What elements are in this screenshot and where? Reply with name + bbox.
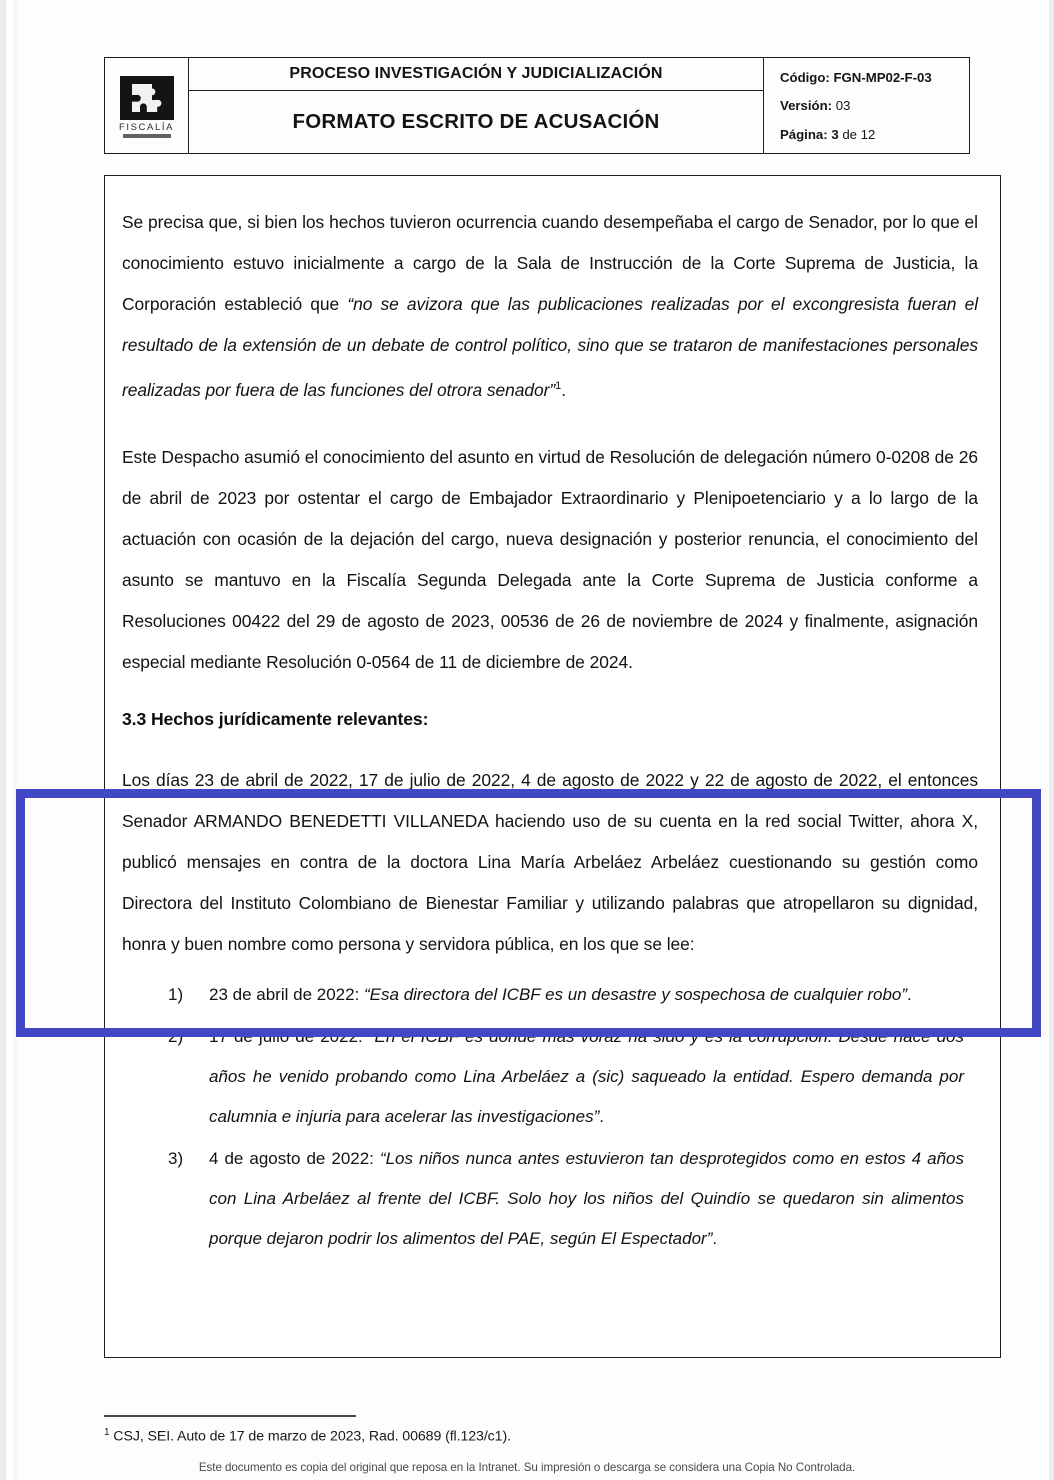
list-item-suffix: . bbox=[712, 1228, 718, 1248]
list-item-number: 3) bbox=[168, 1148, 184, 1168]
meta-version bbox=[780, 95, 969, 116]
footnote-separator-rule bbox=[104, 1415, 356, 1417]
page-footer-notice: Este documento es copia del original que reposa en la Intranet. Su impresión o descarga se considera una Copia No Controlada. bbox=[198, 1461, 856, 1474]
footnote-body: CSJ, SEI. Auto de 17 de marzo de 2023, Rad. 00689 (fl.123/c1). bbox=[109, 1428, 511, 1445]
list-item-date: 17 de julio de 2022: bbox=[209, 1026, 369, 1046]
list-item bbox=[168, 1139, 964, 1259]
meta-codigo bbox=[780, 67, 969, 88]
header-form-title-row bbox=[189, 91, 763, 153]
meta-pagina-total: de 12 bbox=[838, 126, 876, 142]
meta-pagina-current: 3 bbox=[831, 126, 839, 142]
process-title: PROCESO INVESTIGACIÓN Y JUDICIALIZACIÓN bbox=[289, 65, 663, 82]
meta-version-value: 03 bbox=[835, 98, 851, 114]
list-item bbox=[168, 1017, 964, 1137]
paragraph-despacho: Este Despacho asumió el conocimiento del asunto en virtud de Resolución de delegación número 0-0208 de 26 de abril de 2023 por ostentar el cargo de Embajador Extraordinario y Plenipoetenciario y a lo largo de la actuación con ocasión de la dejación del cargo, nueva designación y posterior renuncia, el conocimiento del asunto se mantuvo en la Fiscalía Segunda Delegada ante la Corte Suprema de Justicia conforme a Resoluciones 00422 del 29 de agosto de 2023, 00536 de 26 de noviembre de 2024 y finalmente, asignación especial mediante Resolución 0-0564 de 11 de diciembre de 2024. bbox=[122, 446, 978, 672]
list-item-quote: “Los niños nunca antes estuvieron tan desprotegidos como en estos 4 años con Lina Arbeláez al frente del ICBF. Solo hoy los niños del Quindío se quedaron sin alimentos porque dejaron podrir los alimentos del PAE, según El Espectador” bbox=[209, 1148, 964, 1248]
footnote-reference-1: 1 bbox=[555, 380, 562, 392]
header-logo-cell bbox=[105, 58, 189, 153]
meta-pagina bbox=[780, 124, 969, 145]
list-item-number: 1) bbox=[168, 984, 184, 1004]
list-item-quote: “Esa directora del ICBF es un desastre y sospechosa de cualquier robo” bbox=[364, 984, 908, 1004]
document-content-inner bbox=[105, 176, 1000, 1259]
paragraph-1-end: . bbox=[561, 379, 567, 400]
document-header-table bbox=[104, 57, 970, 154]
meta-version-label: Versión: bbox=[780, 98, 833, 114]
list-item-suffix: . bbox=[907, 984, 912, 1004]
header-title-cell bbox=[189, 58, 764, 153]
fiscalia-puzzle-logo-icon bbox=[120, 76, 174, 120]
list-item-quote: “En el ICBF es dónde más voraz ha sido y es la corrupción. Desde hace dos años he venido probando como Lina Arbeláez a (sic) saqueado la entidad. Espero demanda por calumnia e injuria para acelerar las investigaciones” bbox=[209, 1026, 965, 1126]
list-item-date: 4 de agosto de 2022: bbox=[209, 1148, 380, 1168]
section-heading-3-3: 3.3 Hechos jurídicamente relevantes: bbox=[122, 708, 429, 729]
fiscalia-logo bbox=[116, 76, 178, 138]
paragraph-precision bbox=[122, 202, 978, 411]
footnote-marker: 1 bbox=[104, 1427, 110, 1438]
header-meta-cell bbox=[764, 58, 969, 153]
meta-codigo-value: FGN-MP02-F-03 bbox=[833, 70, 932, 85]
paragraph-hechos-relevantes: Los días 23 de abril de 2022, 17 de julio de 2022, 4 de agosto de 2022 y 22 de agosto de 2022, el entonces Senador ARMANDO BENEDETTI VILLANEDA haciendo uso de su cuenta en la red social Twitter, ahora X, publicó mensajes en contra de la doctora Lina María Arbeláez Arbeláez cuestionando su gestión como Directora del Instituto Colombiano de Bienestar Familiar y utilizando palabras que atropellaron su dignidad, honra y buen nombre como persona y servidora pública, en los que se lee: bbox=[122, 769, 978, 954]
tweet-quote-list bbox=[122, 975, 978, 1259]
form-title: FORMATO ESCRITO DE ACUSACIÓN bbox=[292, 110, 660, 133]
header-process-title-row bbox=[189, 58, 763, 91]
list-item-date: 23 de abril de 2022: bbox=[209, 984, 365, 1004]
meta-pagina-label: Página: bbox=[780, 126, 828, 142]
list-item-number: 2) bbox=[168, 1026, 184, 1046]
list-item bbox=[168, 975, 964, 1015]
paragraph-1-quote: “no se avizora que las publicaciones realizadas por el excongresista fueran el resultado de la extensión de un debate de control político, sino que se trataron de manifestaciones personales realizadas por fuera de las funciones del otrora senador” bbox=[122, 294, 979, 400]
paragraph-1-part-1: Se precisa que, si bien los hechos tuvieron ocurrencia cuando desempeñaba el cargo de Senador, por lo que el conocimiento estuvo inicialmente a cargo de la Sala de Instrucción de la Corte Suprema de Justicia, la Corporación estableció que bbox=[122, 212, 978, 314]
footnote-1 bbox=[104, 1427, 511, 1445]
meta-codigo-label: Código: bbox=[780, 70, 830, 85]
fiscalia-subtitle-bar bbox=[123, 134, 171, 138]
fiscalia-wordmark: FISCALÍA bbox=[118, 121, 175, 133]
document-content-box bbox=[104, 175, 1001, 1358]
list-item-suffix: . bbox=[599, 1106, 604, 1126]
